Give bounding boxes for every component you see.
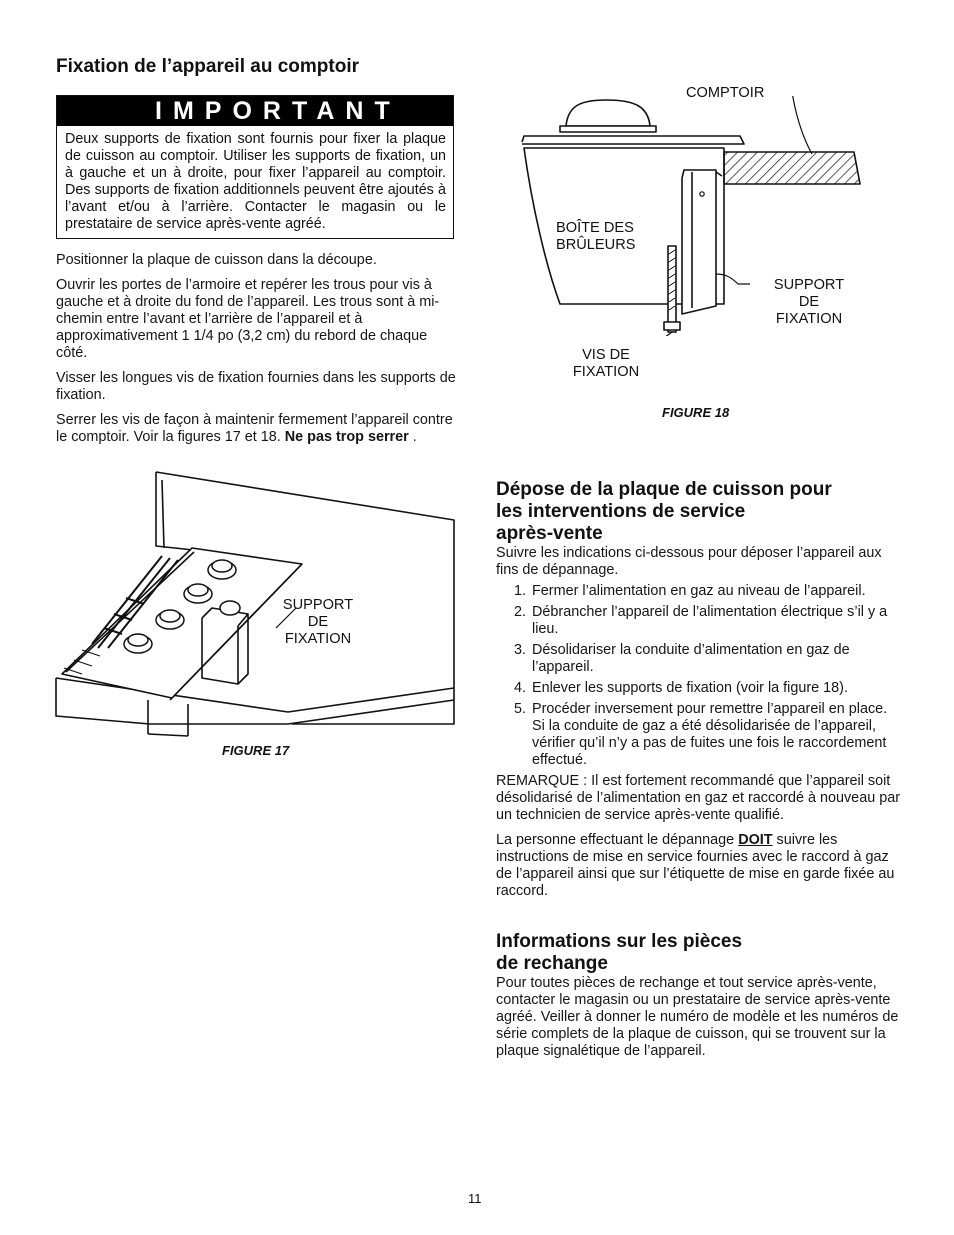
fig18-label-boite: [556, 220, 635, 254]
step-text: Enlever les supports de fixation (voir la figure 18).: [532, 680, 848, 696]
fig18-label-support-1: SUPPORT: [773, 277, 845, 293]
step-number: 1.: [514, 583, 527, 599]
step-text: Fermer l’alimentation en gaz au niveau de l’appareil.: [532, 583, 866, 599]
depose-title-line3: après-vente: [496, 523, 603, 544]
para-visser: Visser les longues vis de fixation fournies dans les supports de fixation.: [56, 370, 456, 403]
page-number: 11: [468, 1191, 482, 1206]
para-serrer-bold: Ne pas trop serrer: [284, 429, 409, 445]
depose-title-line2: les interventions de service: [496, 501, 746, 522]
step-number: 2.: [514, 604, 527, 620]
fig18-label-vis-1: VIS DE: [582, 347, 630, 363]
section-title-pieces: [496, 931, 906, 975]
fig17-label-line3: FIXATION: [284, 631, 352, 647]
personne-text: [496, 832, 900, 900]
section-title-depose: [496, 479, 906, 545]
list-item: [496, 642, 900, 676]
depose-title-line1: Dépose de la plaque de cuisson pour: [496, 479, 832, 500]
personne-post: suivre les instructions de mise en service fournies avec le raccord à gaz de l’appareil ainsi que sur l’étiquette de mise en garde fixée au raccord.: [496, 832, 895, 899]
fig18-label-comptoir: COMPTOIR: [686, 85, 765, 101]
figure-17-caption: FIGURE 17: [222, 743, 290, 758]
remarque-text: REMARQUE : Il est fortement recommandé que l’appareil soit désolidarisé de l’alimentation en gaz et raccordé à nouveau par un technicien de service après-vente qualifié.: [496, 773, 900, 823]
list-item: [496, 701, 900, 769]
section-title-fixation: Fixation de l’appareil au comptoir: [56, 56, 359, 77]
step-text: Procéder inversement pour remettre l’appareil en place. Si la conduite de gaz a été désolidarisée de l’appareil, vérifier qu’il n’y a pas de fuites une fois le raccordement effectué.: [532, 701, 888, 768]
personne-pre: La personne effectuant le dépannage: [496, 832, 739, 848]
step-text: Désolidariser la conduite d’alimentation en gaz de l’appareil.: [532, 642, 850, 675]
fig17-label-support: [276, 597, 360, 648]
important-box: [56, 95, 454, 239]
fig18-label-vis: [564, 347, 648, 381]
left-body: [56, 252, 456, 446]
figure-18-caption: FIGURE 18: [662, 405, 730, 420]
important-heading: IMPORTANT: [57, 96, 453, 126]
para-ouvrir: Ouvrir les portes de l’armoire et repérer les trous pour vis à gauche et à droite du fond de l’appareil. Les trous sont à mi-chemin entre l’avant et l’arrière de l’appareil et à approximativement 1 1/4 po (3,2 cm) du rebord de chaque côté.: [56, 277, 440, 361]
pieces-title-line2: de rechange: [496, 953, 608, 974]
fig18-label-vis-2: FIXATION: [572, 364, 640, 380]
para-serrer-main: Serrer les vis de façon à maintenir fermement l’appareil contre le comptoir. Voir la figures 17 et 18.: [56, 412, 453, 445]
step-number: 4.: [514, 680, 527, 696]
fig18-label-support: [764, 277, 854, 328]
figure-17-illustration: [52, 468, 464, 738]
list-item: [496, 680, 900, 697]
personne-doit: DOIT: [738, 832, 773, 848]
list-item: [496, 604, 900, 638]
para-serrer: [56, 412, 456, 446]
step-text: Débrancher l’appareil de l’alimentation électrique s’il y a lieu.: [532, 604, 888, 637]
fig18-label-support-2: DE: [798, 294, 820, 310]
fig17-label-line2: DE: [307, 614, 329, 630]
fig18-label-support-3: FIXATION: [775, 311, 843, 327]
pieces-text: Pour toutes pièces de rechange et tout service après-vente, contacter le magasin ou un prestataire de service après-vente agréé. Veiller à donner le numéro de modèle et les numéros de série complets de la plaque de cuisson, qui se trouvent sur la plaque signalétique de l’appareil.: [496, 975, 899, 1059]
important-text: Deux supports de fixation sont fournis pour fixer la plaque de cuisson au comptoir. Utiliser les supports de fixation, un à gauche et un à droite, pour fixer l’appareil au comptoir. Des supports de fixation additionnels peuvent être ajoutés à l’avant et/ou à l’arrière. Contacter le magasin ou le prestataire de service après-vente agréé.: [65, 131, 446, 232]
step-number: 5.: [514, 701, 527, 717]
para-serrer-end: .: [408, 429, 417, 445]
fig17-label-line1: SUPPORT: [282, 597, 354, 613]
fig18-label-boite-1: BOÎTE DES: [556, 220, 634, 236]
pieces-title-line1: Informations sur les pièces: [496, 931, 743, 952]
fig18-label-boite-2: BRÛLEURS: [556, 237, 636, 253]
step-number: 3.: [514, 642, 527, 658]
depose-steps-list: [496, 583, 900, 769]
right-body: [496, 545, 900, 900]
para-positionner: Positionner la plaque de cuisson dans la découpe.: [56, 252, 377, 268]
depose-intro: Suivre les indications ci-dessous pour déposer l’appareil aux fins de dépannage.: [496, 545, 882, 578]
list-item: [496, 583, 900, 600]
